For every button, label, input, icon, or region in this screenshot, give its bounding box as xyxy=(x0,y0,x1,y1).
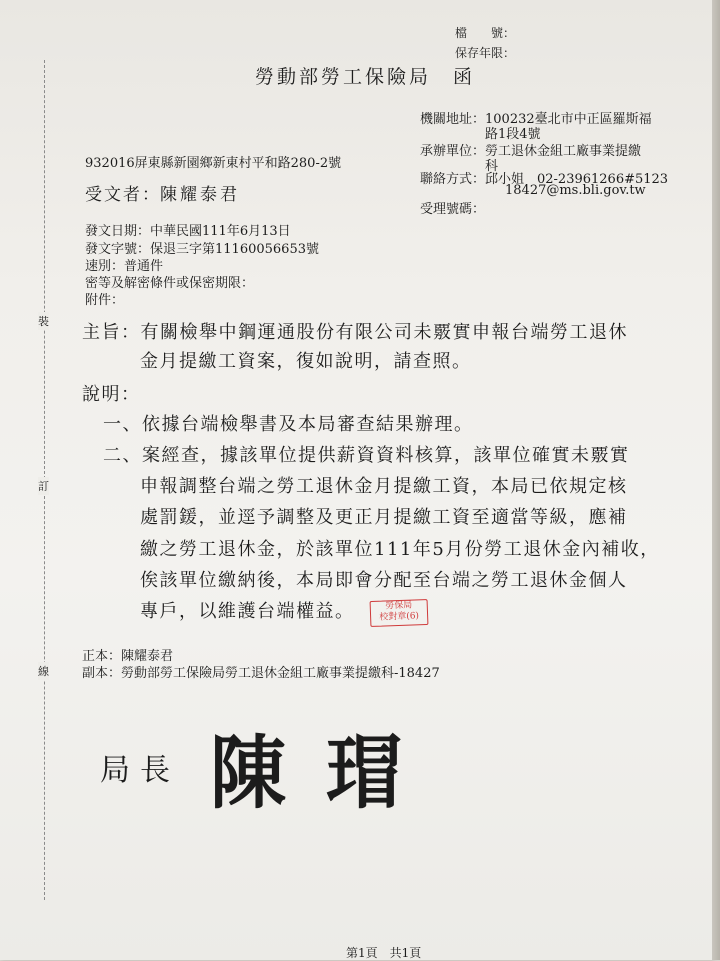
signature-name: 陳瑁 xyxy=(210,726,442,820)
explanation-item-2-line-4: 繳之勞工退休金，於該單位111年5月份勞工退休金內補收， xyxy=(140,539,660,560)
contact-line-1: 邱小姐 02-23961266#5123 xyxy=(485,172,669,187)
proofreading-stamp xyxy=(370,599,429,627)
unit-label: 承辦單位： xyxy=(420,144,486,159)
contact-email: 18427@ms.bli.gov.tw xyxy=(505,183,646,198)
stamp-line-1: 勞保局 xyxy=(385,600,413,612)
explanation-item-1: 一、依據台端檢舉書及本局審查結果辦理。 xyxy=(103,414,474,435)
retention-period-label: 保存年限： xyxy=(455,46,516,60)
address-line-1: 100232臺北市中正區羅斯福 xyxy=(485,112,652,127)
subject-line-1: 主旨：有關檢舉中鋼運通股份有限公司未覈實申報台端勞工退休 xyxy=(82,322,628,343)
page-number: 第1頁 共1頁 xyxy=(346,946,422,960)
issue-date: 發文日期：中華民國111年6月13日 xyxy=(85,224,291,239)
explanation-item-2-line-1: 二、案經查，據該單位提供薪資資料核算，該單位確實未覈實 xyxy=(103,445,630,466)
subject-line-2: 金月提繳工資案，復如說明，請查照。 xyxy=(140,351,472,372)
stamp-line-2: 校對章(6) xyxy=(379,611,420,623)
explanation-item-2-line-3: 處罰鍰，並逕予調整及更正月提繳工資至適當等級，應補 xyxy=(140,507,628,528)
attachment: 附件： xyxy=(85,293,125,308)
address-line-2: 路1段4號 xyxy=(485,127,541,142)
recipient-name: 陳耀泰君 xyxy=(160,185,240,205)
explanation-item-2-line-6: 專戶，以維護台端權益。 xyxy=(140,601,355,622)
unit-line-1: 勞工退休金組工廠事業提繳 xyxy=(485,144,642,159)
binding-mark: 裝 xyxy=(38,312,49,330)
document-number: 發文字號：保退三字第11160056653號 xyxy=(85,242,319,257)
file-number-label: 檔 號： xyxy=(455,26,516,40)
address-label: 機關地址： xyxy=(420,112,486,127)
document-title: 勞動部勞工保險局 函 xyxy=(255,66,476,88)
explanation-heading: 說明： xyxy=(82,384,141,405)
recipient-address: 932016屏東縣新園鄉新東村平和路280-2號 xyxy=(85,156,342,171)
recipient-label: 受文者： xyxy=(85,185,161,205)
explanation-item-2-line-5: 俟該單位繳納後，本局即會分配至台端之勞工退休金個人 xyxy=(140,570,628,591)
secrecy-level: 密等及解密條件或保密期限： xyxy=(85,276,255,291)
receipt-number-label: 受理號碼： xyxy=(420,202,486,217)
original-recipient: 正本：陳耀泰君 xyxy=(82,649,174,664)
unit-line-2: 科 xyxy=(485,159,499,174)
delivery-speed: 速別：普通件 xyxy=(85,259,164,274)
binding-mark: 線 xyxy=(38,662,49,680)
signature-title: 局長 xyxy=(100,753,180,788)
binding-mark: 訂 xyxy=(38,477,49,495)
carbon-copy: 副本：勞動部勞工保險局勞工退休金組工廠事業提繳科-18427 xyxy=(82,666,440,681)
explanation-item-2-line-2: 申報調整台端之勞工退休金月提繳工資，本局已依規定核 xyxy=(140,476,628,497)
page-edge-shadow xyxy=(712,0,720,960)
contact-label: 聯絡方式： xyxy=(420,172,486,187)
